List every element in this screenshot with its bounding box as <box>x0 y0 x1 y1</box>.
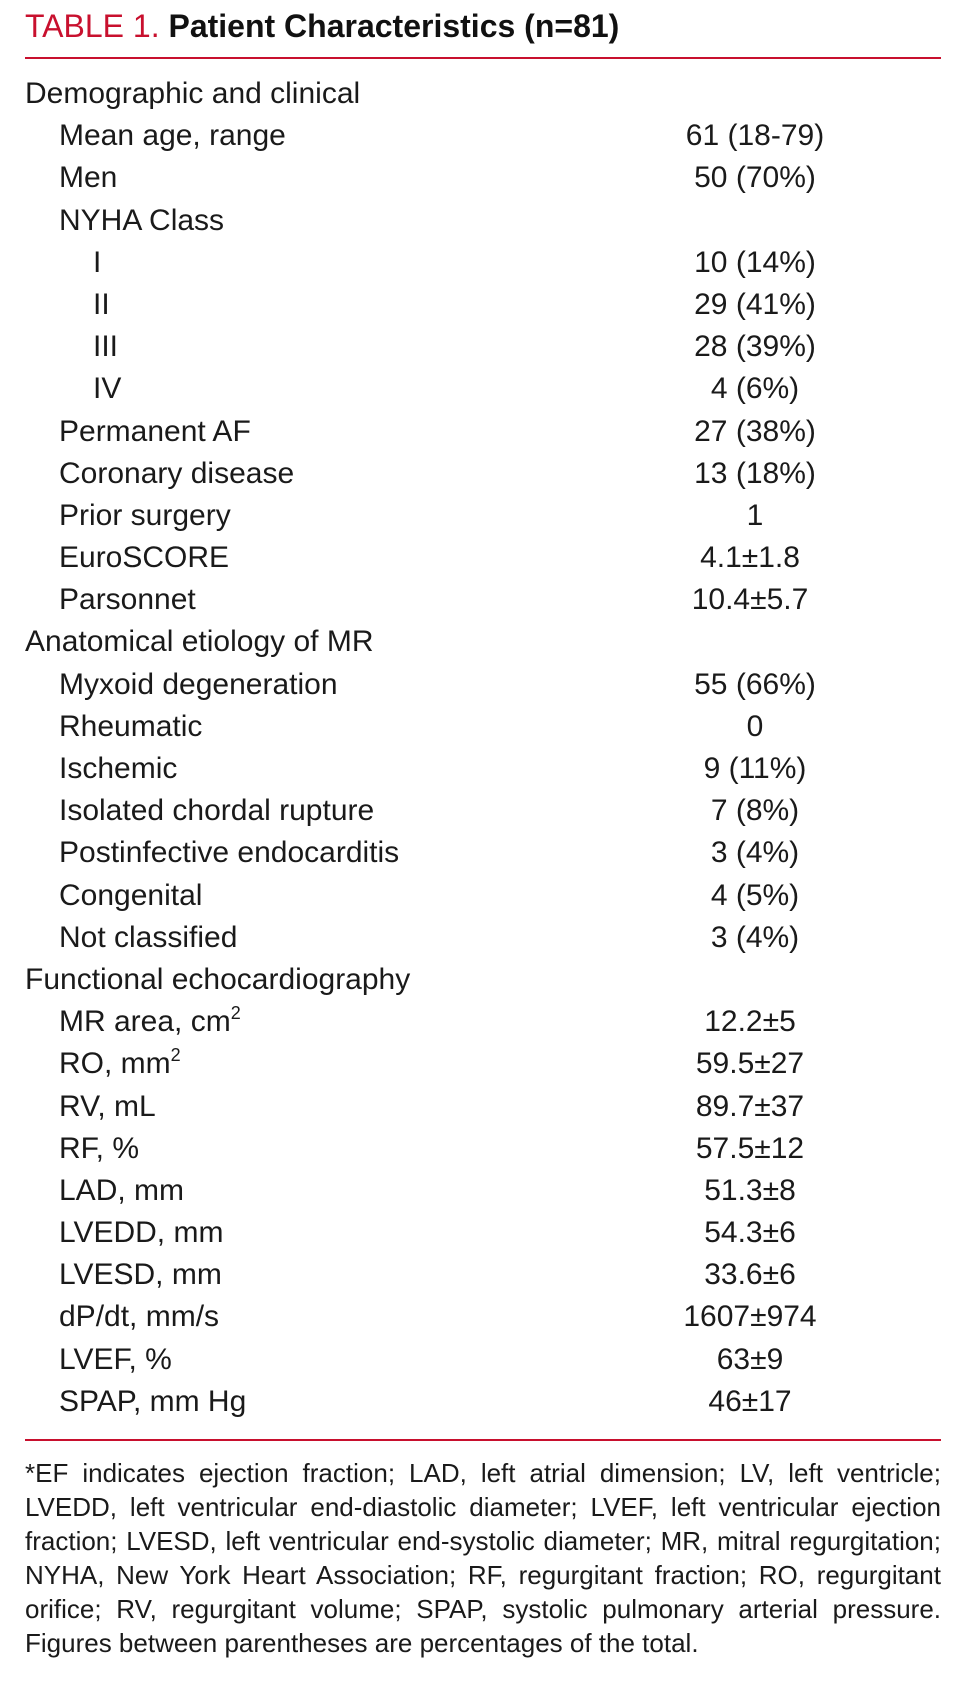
row-label: Not classified <box>59 920 238 954</box>
bottom-divider <box>25 1439 941 1441</box>
row-label: LAD, mm <box>59 1173 185 1207</box>
table-row <box>25 1339 941 1381</box>
row-label: Men <box>59 161 118 195</box>
table-row <box>25 1043 941 1085</box>
row-label: Coronary disease <box>59 456 295 490</box>
row-label: Permanent AF <box>59 414 251 448</box>
characteristics-table <box>25 73 941 1423</box>
row-value: 7 (8%) <box>710 794 800 828</box>
row-label: LVEF, % <box>59 1342 172 1376</box>
row-label: LVEDD, mm <box>59 1216 224 1250</box>
superscript: 2 <box>230 1003 241 1024</box>
row-value: 1607±974 <box>683 1300 817 1334</box>
row-value: 46±17 <box>708 1384 792 1418</box>
row-value: 10 (14%) <box>694 245 816 279</box>
row-label: III <box>93 330 119 364</box>
table-row <box>25 537 941 579</box>
table-row <box>25 115 941 157</box>
row-value: 1 <box>746 498 764 532</box>
row-label: Isolated chordal rupture <box>59 794 375 828</box>
row-label: LVESD, mm <box>59 1258 222 1292</box>
table-row <box>25 1086 941 1128</box>
table-row <box>25 1170 941 1212</box>
row-value: 63±9 <box>716 1342 784 1376</box>
row-value: 54.3±6 <box>704 1216 796 1250</box>
table-row <box>25 368 941 410</box>
row-value: 51.3±8 <box>704 1173 796 1207</box>
row-value: 27 (38%) <box>694 414 816 448</box>
row-value: 61 (18-79) <box>685 119 825 153</box>
row-value: 9 (11%) <box>703 752 807 785</box>
table-row <box>25 790 941 832</box>
row-value: 29 (41%) <box>694 287 816 321</box>
row-label: Prior surgery <box>59 498 231 532</box>
row-value: 13 (18%) <box>694 456 816 490</box>
row-value: 3 (4%) <box>710 836 800 870</box>
row-value: 57.5±12 <box>695 1131 805 1165</box>
table-number: TABLE 1. <box>25 8 160 44</box>
section-header-row <box>25 73 941 115</box>
table-title <box>25 4 619 48</box>
row-label: Parsonnet <box>59 583 196 617</box>
section-title: Anatomical etiology of MR <box>25 625 374 659</box>
row-value: 4 (5%) <box>710 878 800 912</box>
row-label: dP/dt, mm/s <box>59 1300 220 1334</box>
table-row <box>25 284 941 326</box>
table-row <box>25 1296 941 1338</box>
section-header-row <box>25 959 941 1001</box>
section-title: Functional echocardiography <box>25 962 411 996</box>
superscript: 2 <box>170 1045 181 1066</box>
table-row <box>25 1254 941 1296</box>
table-row <box>25 495 941 537</box>
row-label: EuroSCORE <box>59 541 230 575</box>
table-row <box>25 1212 941 1254</box>
table-row <box>25 1381 941 1423</box>
table-row <box>25 664 941 706</box>
row-label: RF, % <box>59 1131 140 1165</box>
table-row <box>25 917 941 959</box>
row-label: NYHA Class <box>59 203 225 237</box>
table-row <box>25 579 941 621</box>
row-value: 10.4±5.7 <box>691 583 809 617</box>
row-label: Congenital <box>59 878 203 912</box>
row-value: 0 <box>746 709 764 743</box>
table-row <box>25 1128 941 1170</box>
table-row <box>25 157 941 199</box>
table-caption: Patient Characteristics (n=81) <box>168 8 620 44</box>
row-label: II <box>93 287 110 321</box>
section-title: Demographic and clinical <box>25 77 361 110</box>
table-row <box>25 875 941 917</box>
table-row <box>25 706 941 748</box>
row-label: SPAP, mm Hg <box>59 1384 247 1418</box>
row-value: 28 (39%) <box>694 330 816 364</box>
row-value: 59.5±27 <box>695 1047 805 1081</box>
table-row <box>25 453 941 495</box>
table-row <box>25 200 941 242</box>
row-label: I <box>93 245 102 279</box>
table-row <box>25 748 941 790</box>
row-value: 33.6±6 <box>704 1258 796 1292</box>
row-value: 55 (66%) <box>694 667 816 701</box>
table-row <box>25 411 941 453</box>
table-row <box>25 832 941 874</box>
row-label: IV <box>93 372 122 406</box>
row-label: Postinfective endocarditis <box>59 836 400 870</box>
table-row <box>25 326 941 368</box>
row-label: RO, $mm^2$ <box>59 1045 181 1081</box>
row-label: MR area, $cm^2$ <box>59 1003 241 1039</box>
row-value: 4 (6%) <box>710 372 800 406</box>
row-label: Ischemic <box>59 752 178 785</box>
row-label: Myxoid degeneration <box>59 667 338 701</box>
row-value: 4.1±1.8 <box>700 541 800 575</box>
table-footnote: *EF indicates ejection fraction; LAD, left atrial dimension; LV, left ventricle; LVEDD, left ventricular end-diastolic diameter; LVEF, left ventricular ejection fraction; LVESD, left ventricular end-systolic diameter; MR, mitral regurgitation; NYHA, New York Heart Association; RF, regurgitant fraction; RO, regurgitant orifice; RV, regurgitant volume; SPAP, systolic pulmonary arterial pressure. Figures between parentheses are percentages of the total. <box>25 1458 941 1658</box>
section-header-row <box>25 621 941 663</box>
table-row <box>25 242 941 284</box>
top-divider <box>25 57 941 59</box>
row-value: 12.2±5 <box>704 1005 796 1039</box>
row-value: 3 (4%) <box>710 920 800 954</box>
table-row <box>25 1001 941 1043</box>
row-value: 50 (70%) <box>694 161 816 195</box>
row-label: Rheumatic <box>59 709 203 743</box>
row-label: RV, mL <box>59 1089 156 1123</box>
row-value: 89.7±37 <box>695 1089 805 1123</box>
row-label: Mean age, range <box>59 119 286 153</box>
